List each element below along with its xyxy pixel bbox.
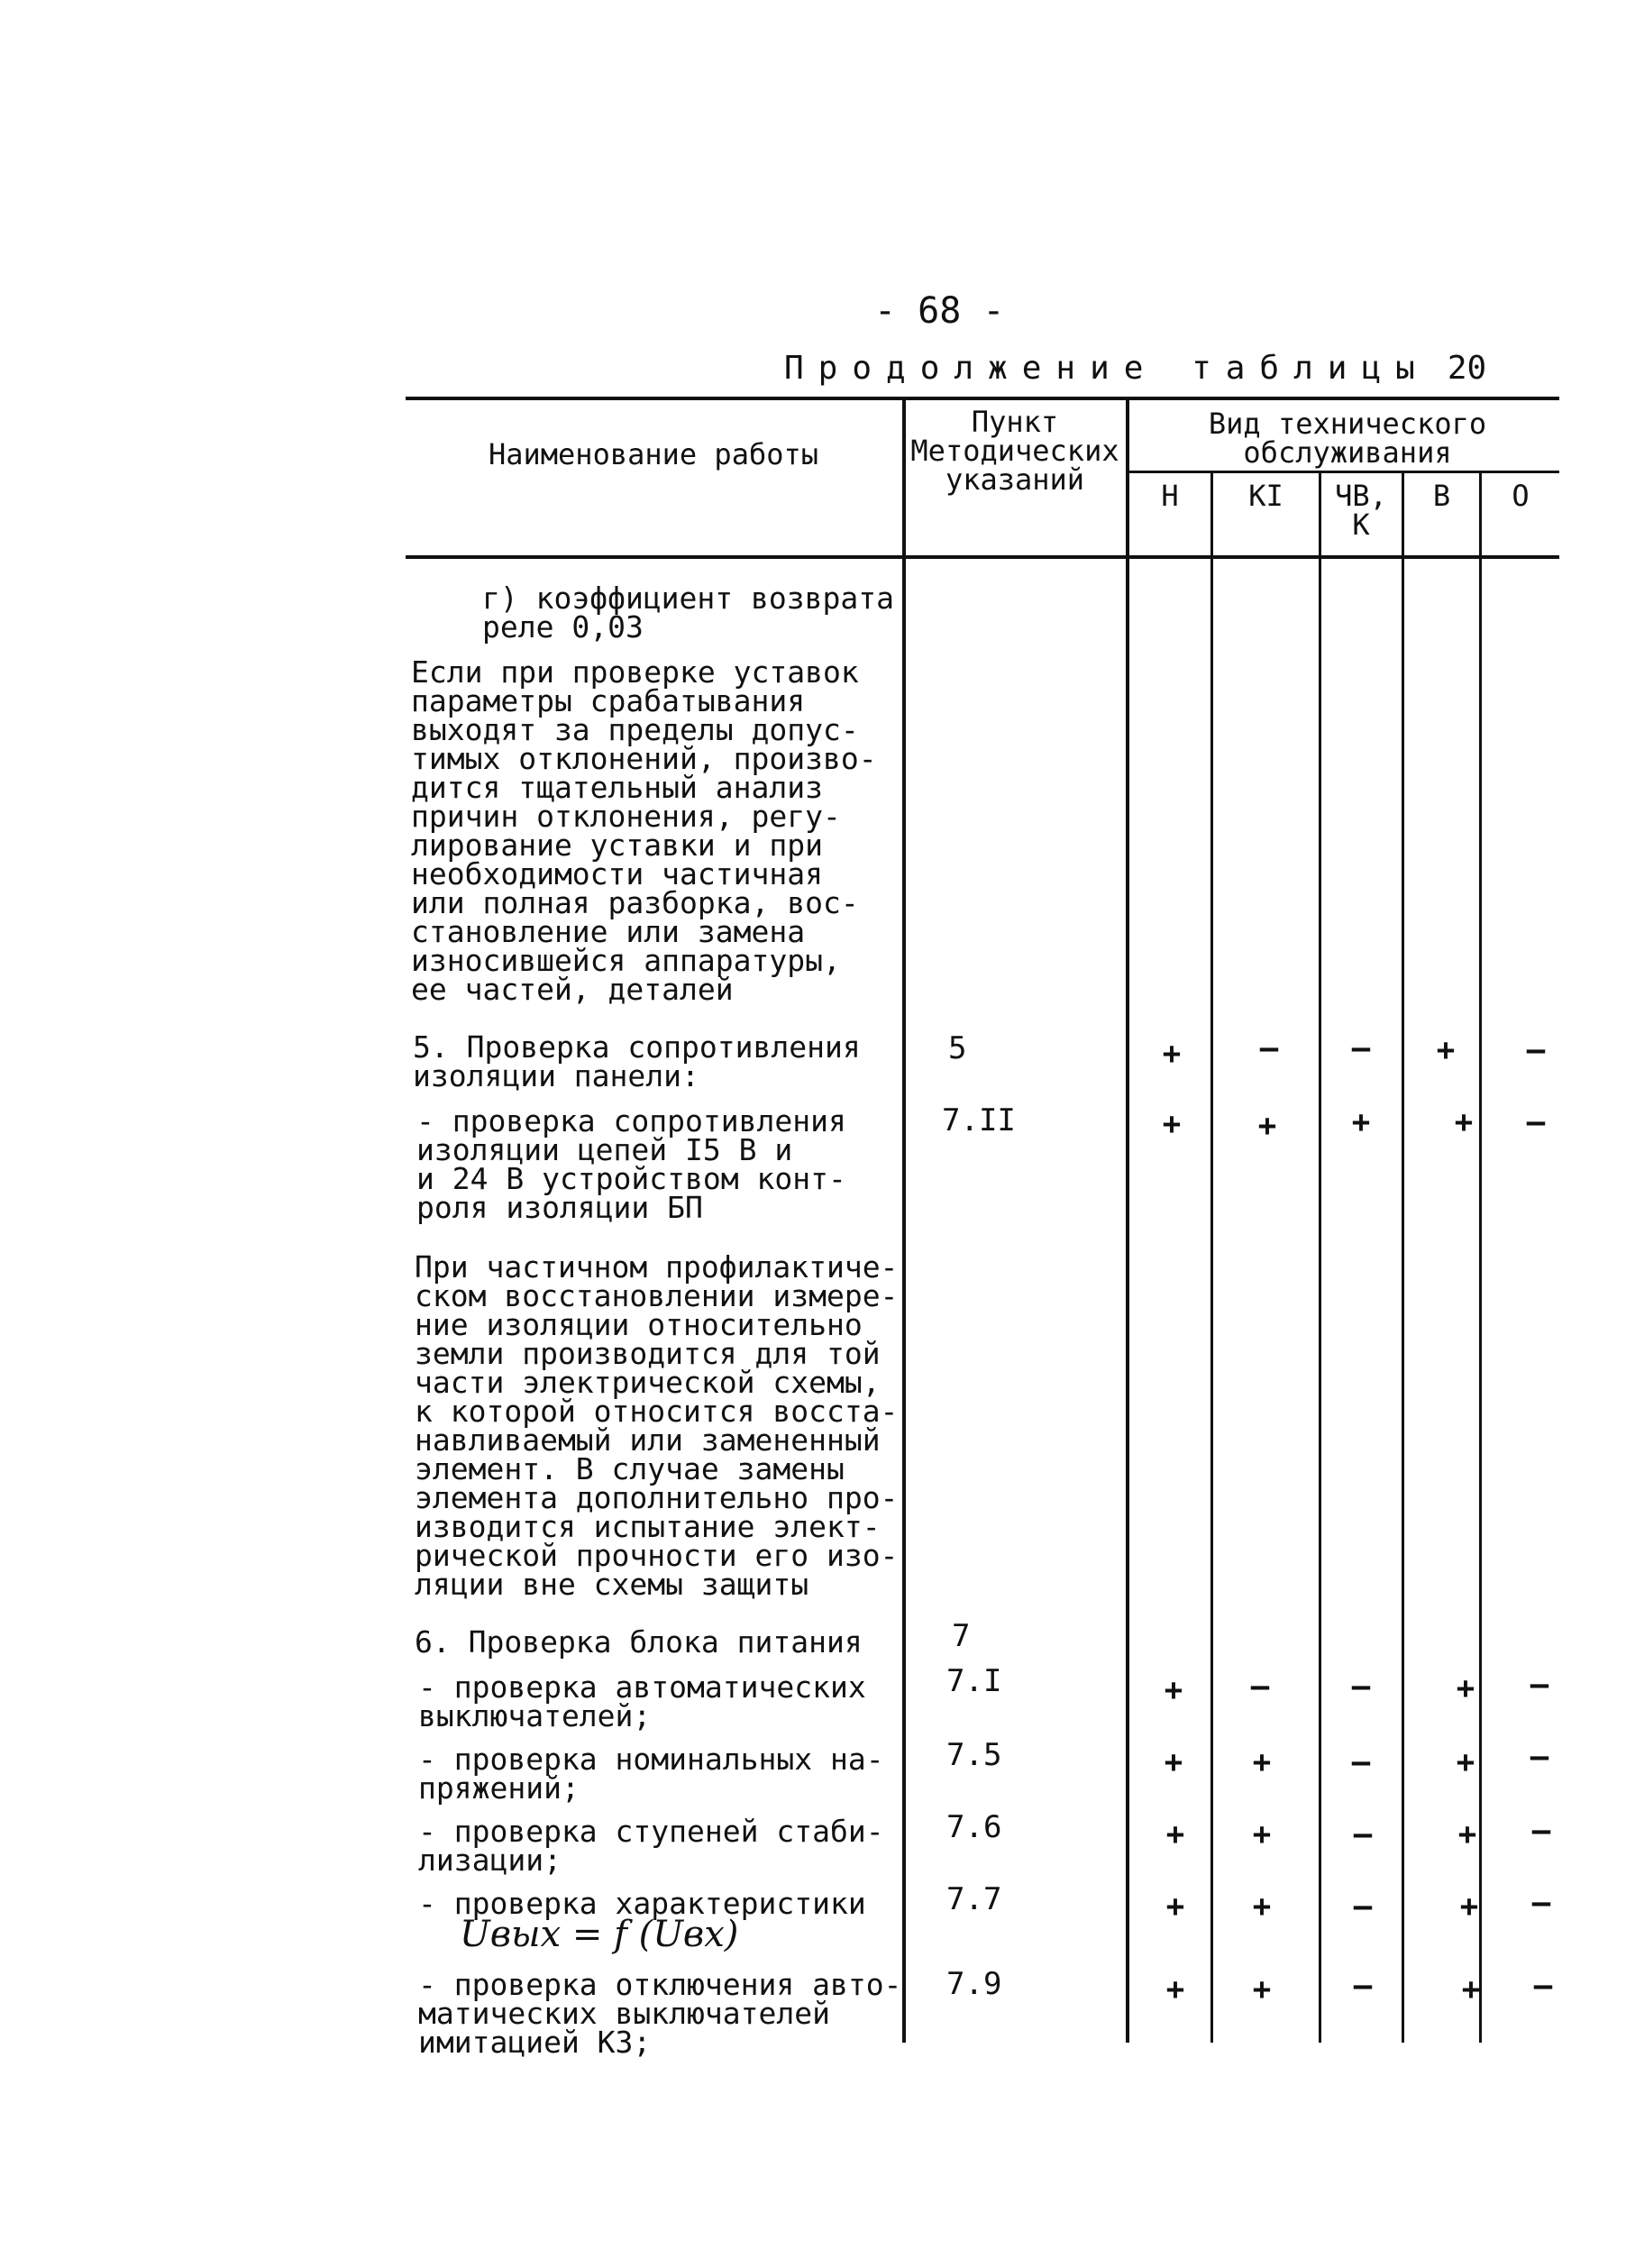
- row-text: - проверка автоматических выключателей;: [418, 1669, 866, 1733]
- mark-chv: –: [1351, 1669, 1371, 1705]
- header-n: Н: [1161, 479, 1179, 513]
- header-v: В: [1432, 479, 1451, 513]
- mark-o: –: [1530, 1739, 1549, 1775]
- col-divider-2: [1126, 398, 1129, 2043]
- mark-chv: –: [1351, 1744, 1371, 1780]
- caption-text: Продолжение таблицы: [784, 350, 1430, 387]
- row-text: 5. Проверка сопротивления изоляции панели:: [413, 1029, 861, 1093]
- table-top-rule: [406, 397, 1559, 400]
- caption-number: 20: [1447, 350, 1487, 387]
- mark-chv: –: [1353, 1968, 1373, 2004]
- mark-chv: –: [1351, 1030, 1371, 1066]
- mark-chv: +: [1351, 1104, 1371, 1140]
- mark-v: +: [1456, 1744, 1475, 1780]
- row-formula: Uвых = f (Uвх): [460, 1914, 739, 1955]
- row-point: 5: [948, 1030, 967, 1066]
- mark-o: –: [1526, 1032, 1546, 1068]
- mark-k1: +: [1252, 1971, 1272, 2007]
- row-point: 7.5: [946, 1737, 1002, 1773]
- row-point: 7: [952, 1618, 971, 1654]
- mark-n: +: [1165, 1888, 1185, 1925]
- header-k1: КI: [1248, 479, 1283, 513]
- mark-k1: +: [1252, 1744, 1272, 1780]
- mark-chv: –: [1353, 1888, 1373, 1925]
- mark-o: –: [1530, 1667, 1549, 1703]
- header-name: Наименование работы: [488, 437, 819, 471]
- mark-v: +: [1436, 1032, 1456, 1068]
- header-group: Вид технического обслуживания: [1208, 407, 1487, 470]
- header-point: Пункт Методических указаний: [910, 405, 1119, 497]
- mark-o: –: [1526, 1104, 1546, 1140]
- mark-k1: –: [1259, 1030, 1279, 1066]
- mark-n: +: [1162, 1106, 1182, 1142]
- row-point: 7.I: [946, 1663, 1002, 1699]
- row-point: 7.6: [946, 1809, 1002, 1845]
- mark-o: –: [1531, 1813, 1551, 1849]
- header-o: О: [1512, 479, 1530, 513]
- header-chv: ЧВ, К: [1335, 479, 1387, 542]
- col-divider-3: [1210, 471, 1213, 2043]
- col-divider-6: [1479, 471, 1482, 2043]
- row-point: 7.9: [946, 1966, 1002, 2002]
- row-point: 7.II: [942, 1102, 1016, 1139]
- mark-n: +: [1162, 1036, 1182, 1072]
- mark-n: +: [1164, 1672, 1183, 1708]
- mark-o: –: [1531, 1885, 1551, 1921]
- mark-n: +: [1164, 1744, 1183, 1780]
- row-point: 7.7: [946, 1881, 1002, 1917]
- mark-chv: –: [1353, 1816, 1373, 1852]
- mark-k1: +: [1252, 1888, 1272, 1925]
- mark-k1: +: [1252, 1816, 1272, 1852]
- mark-n: +: [1165, 1816, 1185, 1852]
- page-number: - 68 -: [874, 290, 1005, 332]
- mark-v: +: [1454, 1104, 1474, 1140]
- row-text: - проверка сопротивления изоляции цепей I5 В и и 24 В устройством конт- роля изоляции БП: [416, 1103, 846, 1225]
- mark-v: +: [1459, 1888, 1479, 1925]
- row-text: - проверка характеристики: [418, 1886, 866, 1921]
- row-text: - проверка ступеней стаби- лизации;: [418, 1814, 884, 1878]
- row-text: 6. Проверка блока питания: [415, 1624, 863, 1660]
- mark-n: +: [1165, 1971, 1185, 2007]
- col-divider-4: [1319, 471, 1321, 2043]
- mark-v: +: [1461, 1971, 1481, 2007]
- header-bottom-rule: [406, 555, 1559, 559]
- mark-k1: +: [1257, 1108, 1277, 1144]
- table-caption: [784, 350, 1486, 387]
- mark-v: +: [1457, 1816, 1477, 1852]
- col-divider-1: [902, 398, 906, 2043]
- row-text: Если при проверке уставок параметры срабатывания выходят за пределы допус- тимых отклонений, произво- дится тщательный анализ причин отклонения, регу- лирование уставки и при необходимости частичная или полная разборка, вос- становление или замена износившейся аппаратуры, ее частей, деталей: [411, 654, 877, 1007]
- header-sub-rule: [1127, 471, 1559, 473]
- row-text: - проверка отключения авто- матических выключателей имитацией КЗ;: [418, 1967, 902, 2060]
- row-text: г) коэффициент возврата реле 0,03: [482, 581, 894, 645]
- row-text: - проверка номинальных на- пряжений;: [418, 1742, 884, 1806]
- row-text: При частичном профилактиче- ском восстановлении измере- ние изоляции относительно земли производится для той части электрической схемы, к которой относится восста- навливаемый или замененный элемент. В случае замены элемента дополнительно про- изводится испытание элект- рической прочности его изо- ляции вне схемы защиты: [415, 1249, 899, 1602]
- mark-o: –: [1533, 1968, 1553, 2004]
- mark-v: +: [1456, 1670, 1475, 1706]
- mark-k1: –: [1250, 1669, 1270, 1705]
- col-divider-5: [1402, 471, 1404, 2043]
